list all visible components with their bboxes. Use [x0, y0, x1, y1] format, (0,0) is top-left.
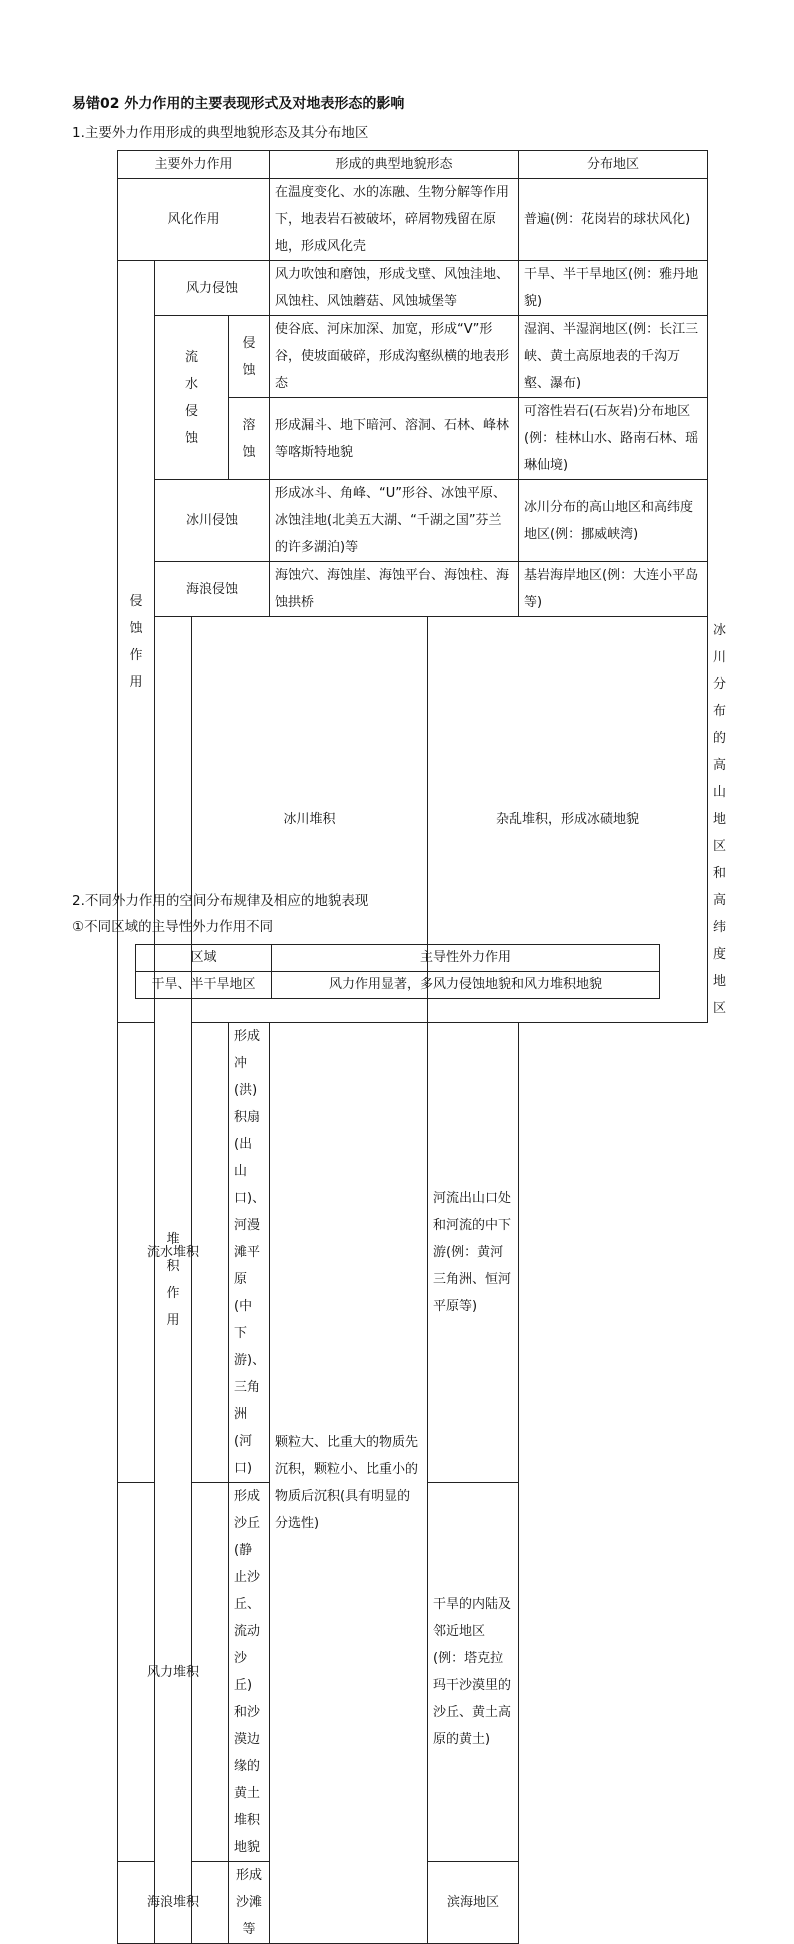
landform-cell: 杂乱堆积，形成冰碛地貌: [428, 617, 708, 1023]
area-cell: 可溶性岩石(石灰岩)分布地区(例：桂林山水、路南石林、瑶琳仙境): [519, 398, 708, 480]
table-row: [136, 972, 660, 999]
area-cell: 河流出山口处和河流的中下游(例：黄河三角洲、恒河平原等): [428, 1023, 519, 1483]
area-cell: 干旱的内陆及邻近地区(例：塔克拉玛干沙漠里的沙丘、黄土高原的黄土): [428, 1483, 519, 1862]
regional-force-table: [135, 944, 660, 999]
group-label: 侵蚀作用: [129, 593, 143, 690]
table-row: [118, 562, 708, 617]
table-row: [118, 316, 708, 398]
area-cell: 干旱、半干旱地区(例：雅丹地貌): [519, 261, 708, 316]
table-row: [118, 261, 708, 316]
table-header-row: [136, 945, 660, 972]
area-cell: 普遍(例：花岗岩的球状风化): [519, 179, 708, 261]
force-name-label: 侵蚀: [242, 335, 256, 378]
landform-cell: 海蚀穴、海蚀崖、海蚀平台、海蚀柱、海蚀拱桥: [270, 562, 519, 617]
force-name: 海浪堆积: [118, 1862, 229, 1944]
force-name: 流水堆积: [118, 1023, 229, 1483]
force-name: 风力堆积: [118, 1483, 229, 1862]
subgroup-cell: [155, 316, 229, 480]
force-name: [229, 398, 270, 480]
landform-table: [117, 150, 727, 1944]
header-cell: 形成的典型地貌形态: [270, 151, 519, 179]
force-cell: 风力作用显著，多风力侵蚀地貌和风力堆积地貌: [272, 972, 660, 999]
header-cell: 分布地区: [519, 151, 708, 179]
landform-cell: 形成沙丘(静止沙丘、流动沙丘)和沙漠边缘的黄土堆积地貌: [229, 1483, 270, 1862]
header-cell: 主要外力作用: [118, 151, 270, 179]
area-cell: 滨海地区: [428, 1862, 519, 1944]
landform-cell: 形成漏斗、地下暗河、溶洞、石林、峰林等喀斯特地貌: [270, 398, 519, 480]
force-name: 海浪侵蚀: [155, 562, 270, 617]
area-cell: 冰川分布的高山地区和高纬度地区(例：挪威峡湾): [519, 480, 708, 562]
force-name: 风化作用: [118, 179, 270, 261]
landform-cell: 形成冰斗、角峰、“U”形谷、冰蚀平原、冰蚀洼地(北美五大湖、“千湖之国”芬兰的许多湖泊)等: [270, 480, 519, 562]
region-cell: 干旱、半干旱地区: [136, 972, 272, 999]
header-cell: 区域: [136, 945, 272, 972]
table-header-row: [118, 151, 708, 179]
table-row: 堆积作用 冰川堆积 杂乱堆积，形成冰碛地貌 冰川分布的高山地区和高纬度地区: [118, 617, 708, 1023]
landform-cell: 形成沙滩等: [229, 1862, 270, 1944]
section-2-title: 2.不同外力作用的空间分布规律及相应的地貌表现: [72, 893, 369, 909]
area-cell: 基岩海岸地区(例：大连小平岛等): [519, 562, 708, 617]
table-row: [118, 1023, 708, 1483]
area-cell: 湿润、半湿润地区(例：长江三峡、黄土高原地表的千沟万壑、瀑布): [519, 316, 708, 398]
landform-cell: 在温度变化、水的冻融、生物分解等作用下，地表岩石被破坏，碎屑物残留在原地，形成风化壳: [270, 179, 519, 261]
section-2-subtitle: ①不同区域的主导性外力作用不同: [72, 919, 274, 935]
header-cell: 主导性外力作用: [272, 945, 660, 972]
landform-cell: 形成冲(洪)积扇(出山口)、河漫滩平原(中下游)、三角洲(河口): [229, 1023, 270, 1483]
subgroup-label: 流水侵蚀: [184, 349, 198, 446]
force-name: 冰川侵蚀: [155, 480, 270, 562]
sorting-cell: 颗粒大、比重大的物质先沉积，颗粒小、比重小的物质后沉积(具有明显的分选性): [270, 1023, 428, 1944]
section-1-title: 1.主要外力作用形成的典型地貌形态及其分布地区: [72, 125, 369, 141]
table-row: [118, 179, 708, 261]
force-name: 风力侵蚀: [155, 261, 270, 316]
group-label: 堆积作用: [166, 1232, 180, 1328]
force-name-label: 溶蚀: [242, 417, 256, 460]
force-name: 冰川堆积: [192, 617, 428, 1023]
table-row: [118, 480, 708, 562]
section-heading: 易错02 外力作用的主要表现形式及对地表形态的影响: [72, 96, 405, 112]
landform-cell: 使谷底、河床加深、加宽，形成“V”形谷，使坡面破碎，形成沟壑纵横的地表形态: [270, 316, 519, 398]
force-name: [229, 316, 270, 398]
landform-cell: 风力吹蚀和磨蚀，形成戈壁、风蚀洼地、风蚀柱、风蚀蘑菇、风蚀城堡等: [270, 261, 519, 316]
